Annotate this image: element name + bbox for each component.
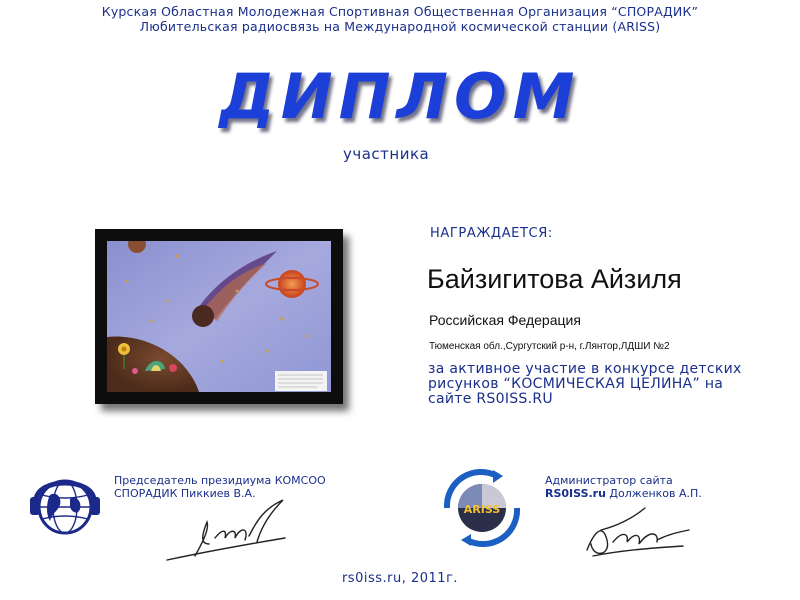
chairman-signature-caption: [114, 474, 326, 500]
award-reason: за активное участие в конкурсе детских рисунков “КОСМИЧЕСКАЯ ЦЕЛИНА” на сайте RS0ISS.RU: [428, 361, 742, 407]
recipient-name: Байзигитова Айзиля: [427, 264, 682, 294]
chairman-name: СПОРАДИК Пиккиев В.А.: [114, 487, 256, 500]
recipient-country: Российская Федерация: [429, 312, 581, 328]
admin-signature: [583, 500, 693, 562]
recipient-school: Тюменская обл.,Сургутский р-н, г.Лянтор,ЛДШИ №2: [429, 341, 670, 352]
diploma-subtitle: участника: [343, 145, 430, 163]
admin-signature-caption: [545, 474, 702, 500]
chairman-signature: [165, 498, 295, 568]
admin-name-line: [545, 487, 702, 500]
drawing-frame: [95, 229, 343, 404]
chairman-title: Председатель президиума КОМСОО: [114, 474, 326, 487]
admin-title: Администратор сайта: [545, 474, 673, 487]
ariss-logo: [437, 466, 527, 548]
diploma-title: ДИПЛОМ: [219, 60, 581, 133]
header-org-name: Курская Областная Молодежная Спортивная Общественная Организация “СПОРАДИК”: [101, 4, 699, 19]
awarded-label: НАГРАЖДАЕТСЯ:: [430, 226, 553, 241]
footer-site-year: rs0iss.ru, 2011г.: [341, 571, 459, 586]
sporadik-globe-logo: [26, 465, 104, 543]
admin-name: Долженков А.П.: [605, 487, 702, 500]
header-subtitle: Любительская радиосвязь на Международной космической станции (ARISS): [139, 19, 661, 34]
children-drawing-image: [107, 241, 331, 392]
ariss-logo-text: ARISS: [463, 503, 501, 516]
admin-site-link[interactable]: RS0ISS.ru: [545, 487, 606, 500]
